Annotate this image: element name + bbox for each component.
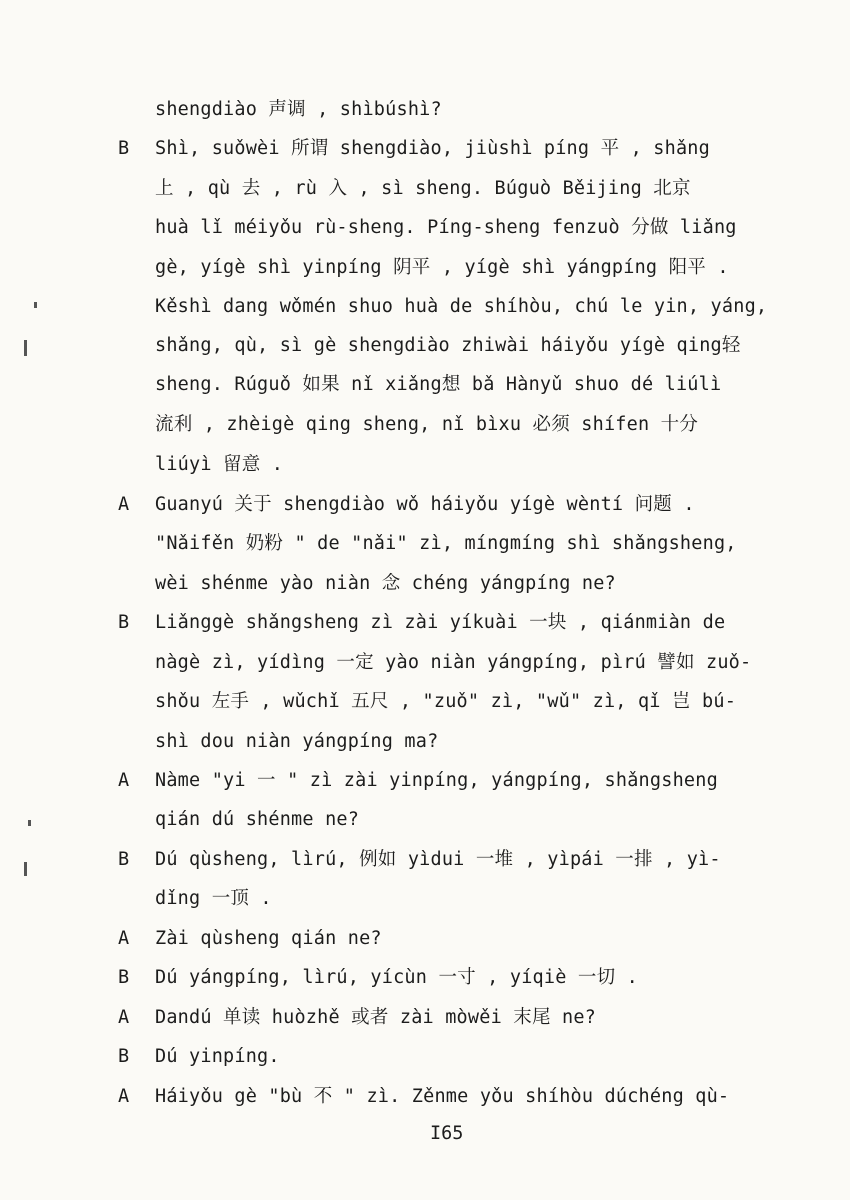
speaker-label: A [118,1086,130,1107]
text-line: nàgè zì, yídìng 一定 yào niàn yángpíng, pìrú 譬如 zuǒ- [155,652,752,673]
speaker-label: A [118,928,130,949]
text-line: Liǎnggè shǎngsheng zì zài yíkuài 一块 , qiánmiàn de [155,612,726,633]
text-line: qián dú shénme ne? [155,809,360,830]
text-line: wèi shénme yào niàn 念 chéng yángpíng ne? [155,573,616,594]
text-line: Shì, suǒwèi 所谓 shengdiào, jiùshì píng 平 , shǎng [155,138,710,159]
text-line: Zài qùsheng qián ne? [155,928,382,949]
speaker-label: B [118,967,130,988]
margin-mark [28,820,31,826]
text-line: 流利 , zhèigè qing sheng, nǐ bìxu 必须 shífen 十分 [155,414,699,435]
margin-mark [34,302,37,308]
speaker-label: B [118,138,130,159]
text-line: Kěshì dang wǒmén shuo huà de shíhòu, chú le yin, yáng, [155,296,768,317]
text-line: Nàme "yi 一 " zì zài yinpíng, yángpíng, shǎngsheng [155,770,718,791]
text-line: shǎng, qù, sì gè shengdiào zhiwài háiyǒu yígè qing轻 [155,335,741,356]
text-line: shǒu 左手 , wǔchǐ 五尺 , "zuǒ" zì, "wǔ" zì, qǐ 岂 bú- [155,691,737,712]
text-line: Dú yángpíng, lìrú, yícùn 一寸 , yíqiè 一切 . [155,967,638,988]
text-line: Dú qùsheng, lìrú, 例如 yìdui 一堆 , yìpái 一排 , yì- [155,849,721,870]
page-number: I65 [430,1123,464,1144]
text-line: dǐng 一顶 . [155,888,272,909]
speaker-label: B [118,1046,130,1067]
speaker-label: A [118,494,130,515]
text-line: shì dou niàn yángpíng ma? [155,731,439,752]
text-line: liúyì 留意 . [155,454,284,475]
text-line: Dú yinpíng. [155,1046,280,1067]
speaker-label: B [118,849,130,870]
speaker-label: A [118,1007,130,1028]
text-line: huà lǐ méiyǒu rù-sheng. Píng-sheng fenzuò 分做 liǎng [155,217,737,238]
text-line: Guanyú 关于 shengdiào wǒ háiyǒu yígè wèntí 问题 . [155,494,695,515]
speaker-label: B [118,612,130,633]
text-line: gè, yígè shì yinpíng 阴平 , yígè shì yángpíng 阳平 . [155,257,729,278]
text-line: Háiyǒu gè "bù 不 " zì. Zěnme yǒu shíhòu dúchéng qù- [155,1086,730,1107]
margin-mark [24,862,27,876]
text-line: "Nǎifěn 奶粉 " de "nǎi" zì, míngmíng shì shǎngsheng, [155,533,737,554]
speaker-label: A [118,770,130,791]
margin-mark [24,340,27,356]
text-line: sheng. Rúguǒ 如果 nǐ xiǎng想 bǎ Hànyǔ shuo dé liúlì [155,374,722,395]
text-line: Dandú 单读 huòzhě 或者 zài mòwěi 末尾 ne? [155,1007,597,1028]
text-line: shengdiào 声调 , shìbúshì? [155,99,442,120]
text-line: 上 , qù 去 , rù 入 , sì sheng. Búguò Běijing 北京 [155,178,691,199]
